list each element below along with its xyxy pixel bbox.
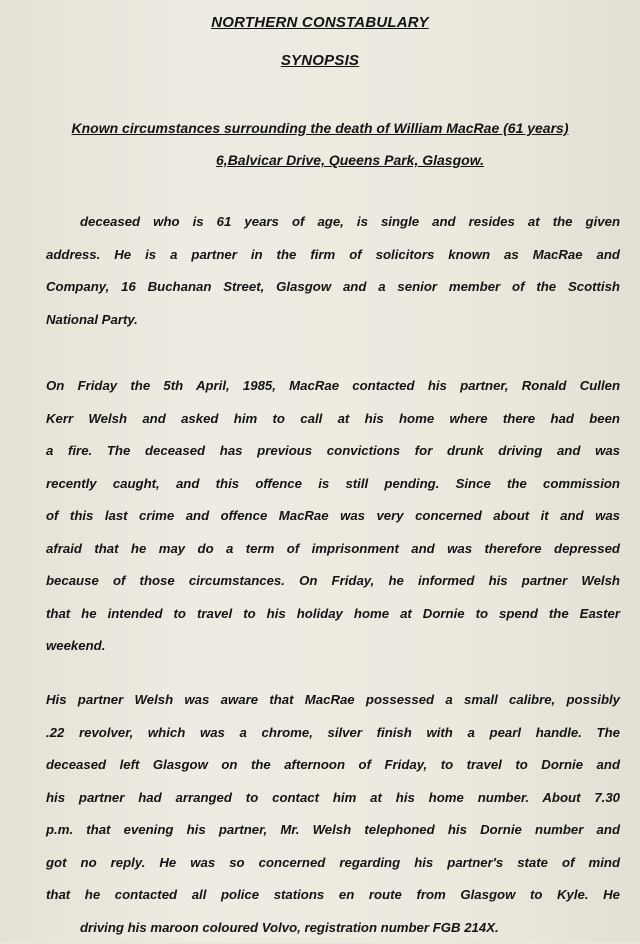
heading-line-1: Known circumstances surrounding the death of William MacRae (61 years) — [30, 120, 610, 136]
paragraph-line: address. He is a partner in the firm of solicitors known as MacRae and — [46, 239, 620, 272]
paragraph-line: his partner had arranged to contact him at his home number. About 7.30 — [46, 782, 620, 815]
paragraph-line: weekend. — [46, 630, 620, 663]
paragraph-line: got no reply. He was so concerned regarding his partner's state of mind — [46, 847, 620, 880]
paragraph-line: that he contacted all police stations en route from Glasgow to Kyle. He — [46, 879, 620, 912]
paragraph-line: afraid that he may do a term of imprisonment and was therefore depressed — [46, 533, 620, 566]
paragraph-line: National Party. — [46, 304, 620, 337]
paragraph-line: recently caught, and this offence is still pending. Since the commission — [46, 468, 620, 501]
paragraph-line: His partner Welsh was aware that MacRae possessed a small calibre, possibly — [46, 684, 620, 717]
paragraph-line: Kerr Welsh and asked him to call at his home where there had been — [46, 403, 620, 436]
paragraph-line: that he intended to travel to his holiday home at Dornie to spend the Easter — [46, 598, 620, 631]
paragraph-line: p.m. that evening his partner, Mr. Welsh telephoned his Dornie number and — [46, 814, 620, 847]
paragraph-line: a fire. The deceased has previous convictions for drunk driving and was — [46, 435, 620, 468]
paragraph-1 — [46, 206, 620, 336]
paragraph-line: because of those circumstances. On Friday, he informed his partner Welsh — [46, 565, 620, 598]
paragraph-2 — [46, 370, 620, 663]
paragraph-line: .22 revolver, which was a chrome, silver finish with a pearl handle. The — [46, 717, 620, 750]
paragraph-line: deceased who is 61 years of age, is single and resides at the given — [46, 206, 620, 239]
paragraph-line: driving his maroon coloured Volvo, registration number FGB 214X. — [46, 912, 620, 944]
paragraph-line: deceased left Glasgow on the afternoon of Friday, to travel to Dornie and — [46, 749, 620, 782]
paragraph-line: On Friday the 5th April, 1985, MacRae contacted his partner, Ronald Cullen — [46, 370, 620, 403]
document-title: NORTHERN CONSTABULARY — [0, 14, 640, 31]
paragraph-line: of this last crime and offence MacRae was very concerned about it and was — [46, 500, 620, 533]
paragraph-3 — [46, 684, 620, 944]
paragraph-line: Company, 16 Buchanan Street, Glasgow and a senior member of the Scottish — [46, 271, 620, 304]
document-subtitle: SYNOPSIS — [0, 52, 640, 69]
heading-line-2: 6,Balvicar Drive, Queens Park, Glasgow. — [60, 152, 640, 168]
